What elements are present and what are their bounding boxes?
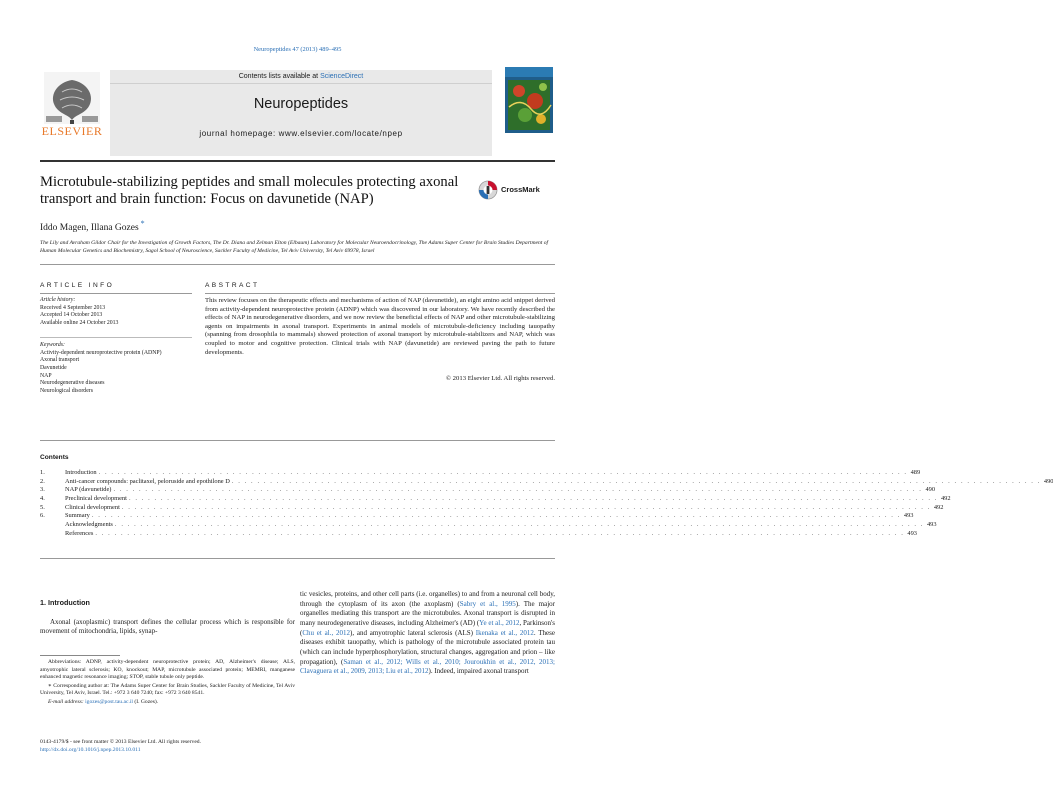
crossmark-badge[interactable] (478, 180, 550, 200)
intro-text: tic vesicles, proteins, and other cell parts (i.e. organelles) to and from a neuronal cell body, through the cytoplasm of its axon (the axoplasm) ( (300, 590, 555, 608)
keyword: Davunetide (40, 364, 67, 371)
crossmark-icon (478, 180, 498, 200)
toc-title: Acknowledgments (65, 521, 113, 529)
toc-entry[interactable] (40, 486, 936, 495)
journal-cover-image (505, 67, 553, 133)
journal-reference[interactable]: Neuropeptides 47 (2013) 489–495 (253, 46, 342, 53)
article-title: Microtubule-stabilizing peptides and small molecules protecting axonal transport and brain function: Focus on davunetide (NAP) (40, 174, 459, 207)
keyword: Neurodegenerative diseases (40, 380, 105, 387)
abstract-rule (205, 293, 555, 294)
history-accepted: Accepted 14 October 2013 (40, 312, 103, 319)
email-label: E-mail address: (48, 698, 86, 705)
toc-leader: . . . . . . . . . . . . . . . . . . . . . . . . . . . . . . . . . . . . . . . . . . . . . . . . . . . . . . . . . . . . . . . . . . . . . . . . . . . . . . . . . . . . . . . . . . . . . . . . . . . . . . . . . . . . . . . . . . . . . . . . . . . . . . . (121, 503, 931, 511)
article-info-divider (40, 328, 192, 338)
contents-prefix: Contents lists available at (238, 73, 321, 80)
citation-link[interactable]: Chu et al., 2012 (302, 628, 350, 637)
homepage-prefix: journal homepage: (199, 129, 279, 138)
citation-link[interactable]: Saman et al., 2012; Wills et al., 2010; Jouroukhin et al., 2012, 2013; Clavaguera et al., 2009, 2013; Liu et al., 2012 (300, 657, 555, 676)
toc-number: 5. (40, 503, 45, 511)
right-column (300, 590, 555, 677)
toc-page: 489 (910, 469, 921, 476)
toc-entry[interactable] (40, 521, 937, 530)
citation-link[interactable]: Sabry et al., 1995 (459, 599, 516, 608)
toc-title: References (65, 529, 94, 537)
issn-block (40, 739, 300, 754)
authors (40, 219, 145, 233)
intro-text: ), and amyotrophic lateral sclerosis (ALS) (349, 628, 476, 637)
toc-number: 1. (40, 469, 45, 476)
author-names: Iddo Magen, Illana Gozes (40, 223, 139, 234)
toc-page: 493 (907, 529, 917, 537)
toc-leader: . . . . . . . . . . . . . . . . . . . . . . . . . . . . . . . . . . . . . . . . . . . . . . . . . . . . . . . . . . . . . . . . . . . . . . . . . . . . . . . . . . . . . . . . . . . . . . . . . . . . . . . . . . . . . . . . . . . . . . . . . . . . . . . (128, 495, 938, 503)
abbreviations-footnote: Abbreviations: ADNP, activity-dependent neuroprotective protein; AD, Alzheimer's disease; ALS, amyotrophic lateral sclerosis; KO, knockout; MAP, microtubule associated protein; MEMRI, manganese enhanced magnetic resonance imaging; STOP, stable tubule only peptide. (40, 659, 295, 681)
table-of-contents (40, 469, 1053, 539)
toc-page: 493 (903, 512, 914, 520)
intro-text: ). Indeed, impaired axonal transport (428, 667, 529, 676)
toc-entry[interactable] (40, 529, 917, 539)
toc-entry[interactable] (40, 469, 921, 478)
doi-link[interactable]: http://dx.doi.org/10.1016/j.npep.2013.10.011 (40, 746, 141, 753)
toc-leader: . . . . . . . . . . . . . . . . . . . . . . . . . . . . . . . . . . . . . . . . . . . . . . . . . . . . . . . . . . . . . . . . . . . . . . . . . . . . . . . . . . . . . . . . . . . . . . . . . . . . . . . . . . . . . . . . . . . . . . . . . . . . . . . (113, 486, 923, 494)
abstract-text: This review focuses on the therapeutic effects and mechanisms of action of NAP (davunetide), an eight amino acid snippet derived from activity-dependent neuroprotective protein (ADNP) which was discovered in our laboratory. We have recently described the effects of NAP in neurodegenerative disorders, and we now review the beneficial effects of NAP and other microtubule-stabilizing agents on impairments in axonal transport. Experiments in animal models of microtubule-deficiency including tauopathy (spanning from drosophila to mammals) showed protection of axonal transport by microtubule-stabilizers and NAP, which was coupled to motor and cognitive protection. Clinical trials with NAP (davunetide) are reviewed paving the path to future developments. (205, 297, 555, 356)
journal-homepage (110, 129, 492, 138)
section-heading-introduction: 1. Introduction (40, 598, 90, 607)
toc-leader: . . . . . . . . . . . . . . . . . . . . . . . . . . . . . . . . . . . . . . . . . . . . . . . . . . . . . . . . . . . . . . . . . . . . . . . . . . . . . . . . . . . . . . . . . . . . . . . . . . . . . . . . . . . . . . . . . . . . . . . . . . . . . . . (91, 512, 901, 520)
citation-link[interactable]: Ye et al., 2012 (479, 618, 520, 627)
email-footnote (40, 699, 295, 707)
contents-bottom-rule (40, 558, 555, 559)
intro-paragraph-start: Axonal (axoplasmic) transport defines the cellular process which is responsible for movement of mitochondria, lipids, synap- (40, 617, 295, 636)
issn-line: 0143-4179/$ - see front matter © 2013 Elsevier Ltd. All rights reserved. (40, 739, 201, 745)
email-link[interactable]: igozes@post.tau.ac.il (85, 698, 133, 705)
affiliation: The Lily and Avraham Gildor Chair for the Investigation of Growth Factors, The Dr. Diana and Zelman Elton (Elbaum) Laboratory for Molecular Neuroendocrinology, The Adams Super Center for Brain Studies Department of Human Molecular Genetics and Biochemistry, Sagol School of Neuroscience, Sackler Faculty of Medicine, Tel Aviv University, Tel Aviv 69978, Israel (40, 240, 549, 254)
keyword: Neurological disorders (40, 388, 93, 395)
toc-title: Clinical development (65, 503, 120, 511)
keyword: Activity-dependent neuroprotective protein (ADNP) (40, 349, 162, 356)
journal-name: Neuropeptides (253, 96, 349, 112)
toc-leader: . . . . . . . . . . . . . . . . . . . . . . . . . . . . . . . . . . . . . . . . . . . . . . . . . . . . . . . . . . . . . . . . . . . . . . . . . . . . . . . . . . . . . . . . . . . . . . . . . . . . . . . . . . . . . . . . . . . . . . . . . . . . . . . (231, 477, 1041, 485)
article-info-rule (40, 293, 192, 294)
intro-text: . These diseases exhibit tauopathy, which is pathology of the microtubule associated protein tau (which can include hyperphosphorylation, structural changes, aggregation and prion – like propagation), ( (300, 628, 555, 666)
article-info-heading: ARTICLE INFO (40, 282, 115, 289)
toc-page: 490 (925, 486, 936, 494)
abstract-copyright: © 2013 Elsevier Ltd. All rights reserved. (445, 375, 555, 382)
toc-entry[interactable] (40, 477, 1053, 487)
toc-title: Summary (65, 512, 90, 520)
left-column (40, 598, 295, 637)
toc-leader: . . . . . . . . . . . . . . . . . . . . . . . . . . . . . . . . . . . . . . . . . . . . . . . . . . . . . . . . . . . . . . . . . . . . . . . . . . . . . . . . . . . . . . . . . . . . . . . . . . . . . . . . . . . . . . . . . . . . . . . . . . . . . . . (95, 529, 905, 537)
toc-page: 490 (1043, 477, 1053, 485)
homepage-url[interactable]: www.elsevier.com/locate/npep (278, 129, 403, 138)
contents-heading: Contents (40, 454, 69, 461)
toc-leader: . . . . . . . . . . . . . . . . . . . . . . . . . . . . . . . . . . . . . . . . . . . . . . . . . . . . . . . . . . . . . . . . . . . . . . . . . . . . . . . . . . . . . . . . . . . . . . . . . . . . . . . . . . . . . . . . . . . . . . . . . . . . . . . (98, 469, 908, 476)
toc-leader: . . . . . . . . . . . . . . . . . . . . . . . . . . . . . . . . . . . . . . . . . . . . . . . . . . . . . . . . . . . . . . . . . . . . . . . . . . . . . . . . . . . . . . . . . . . . . . . . . . . . . . . . . . . . . . . . . . . . . . . . . . . . . . . (114, 521, 924, 529)
toc-title: Anti-cancer compounds: paclitaxel, peloruside and epothilone D (65, 477, 230, 485)
history-label: Article history: (40, 297, 76, 303)
toc-number: 3. (40, 486, 45, 494)
footnote-rule (40, 655, 120, 656)
toc-title: NAP (davunetide) (65, 486, 112, 494)
toc-entry[interactable] (40, 503, 944, 513)
history-received: Received 4 September 2013 (40, 304, 106, 311)
toc-number: 6. (40, 512, 45, 520)
affiliation-rule (40, 264, 555, 265)
citation-link[interactable]: Ikenaka et al., 2012 (475, 628, 534, 637)
corresponding-author-mark[interactable]: * (140, 219, 145, 228)
toc-number: 2. (40, 477, 45, 485)
toc-page: 492 (933, 503, 944, 511)
keyword: NAP (40, 372, 52, 379)
toc-title: Introduction (65, 469, 97, 476)
history-online: Available online 24 October 2013 (40, 320, 119, 327)
toc-number: 4. (40, 495, 45, 503)
toc-entry[interactable] (40, 495, 951, 504)
keywords-label: Keywords: (40, 341, 65, 348)
footnotes (40, 659, 295, 708)
publisher-name: ELSEVIER (41, 124, 103, 138)
cover-art-icon (505, 67, 553, 133)
intro-text: , Parkinson's ( (300, 618, 555, 637)
keyword: Axonal transport (40, 357, 80, 364)
elsevier-logo (40, 70, 104, 138)
article-info (40, 297, 195, 396)
abstract-heading: ABSTRACT (205, 282, 260, 289)
abstract-bottom-rule (40, 440, 555, 441)
contents-availability (110, 73, 492, 80)
corresponding-author-footnote: ∗ Corresponding author at: The Adams Super Center for Brain Studies, Sackler Faculty of Medicine, Tel Aviv University, Tel Aviv, Israel. Tel.: +972 3 640 7240; fax: +972 3 640 8541. (40, 682, 295, 697)
header-rule (40, 160, 555, 162)
toc-page: 492 (940, 495, 951, 503)
toc-entry[interactable] (40, 512, 914, 521)
sciencedirect-link[interactable]: ScienceDirect (320, 73, 364, 80)
header-divider (110, 83, 492, 84)
email-suffix: (I. Gozes). (132, 698, 159, 705)
intro-text: ). The major organelles mediating this transport are the microtubules. Axonal transport is disrupted in many neurodegenerative diseases, including Alzheimer's (AD) ( (300, 599, 556, 627)
toc-title: Preclinical development (65, 495, 127, 503)
toc-page: 493 (926, 521, 937, 529)
crossmark-label: CrossMark (501, 185, 540, 194)
